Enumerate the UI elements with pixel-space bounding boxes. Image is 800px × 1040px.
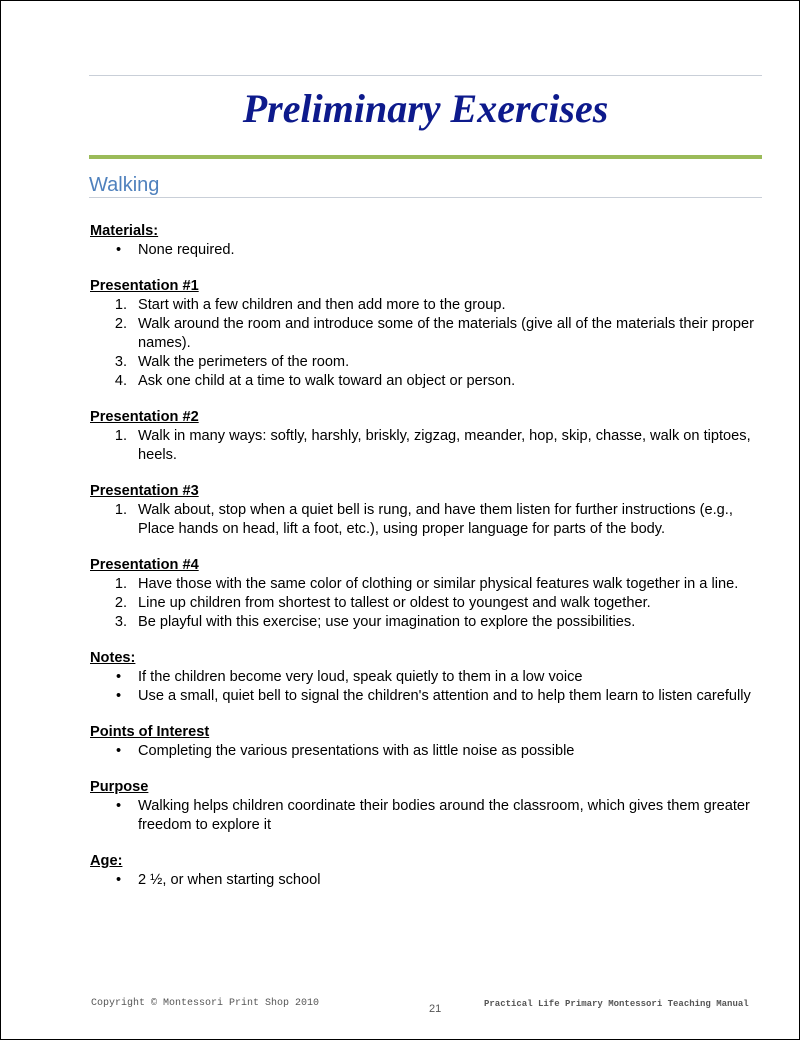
list-item: 1. Walk in many ways: softly, harshly, briskly, zigzag, meander, hop, skip, chasse, walk on tiptoes, heels. [90,427,755,465]
age-list [90,871,755,890]
number-marker: 1. [114,297,127,313]
number-marker: 3. [114,354,127,370]
number-marker: 4. [114,373,127,389]
document-body [90,222,755,907]
presentation-1-heading: Presentation #1 [90,278,199,294]
bullet-marker: • [116,798,122,814]
presentation-4-list [90,575,755,632]
list-item: 1. Walk about, stop when a quiet bell is rung, and have them listen for further instructions (e.g., Place hands on head, lift a foot, etc.), using proper language for parts of the body. [90,501,755,539]
footer-manual-title: Practical Life Primary Montessori Teaching Manual [484,999,749,1009]
section-title: Walking [89,174,160,196]
list-item: 4. Ask one child at a time to walk toward an object or person. [90,372,755,391]
points-of-interest-section [90,723,755,761]
notes-list [90,668,755,706]
presentation-1-section [90,277,755,391]
bullet-marker: • [116,669,122,685]
title-underline [89,155,762,159]
list-item: • Walking helps children coordinate their bodies around the classroom, which gives them greater freedom to explore it [116,798,750,833]
presentation-4-heading: Presentation #4 [90,557,199,573]
number-marker: 1. [114,502,127,518]
bullet-marker: • [116,872,122,888]
number-marker: 1. [114,428,127,444]
list-item: 3. Walk the perimeters of the room. [90,353,755,372]
number-marker: 2. [114,316,127,332]
presentation-1-list [90,296,755,391]
list-item: 2. Walk around the room and introduce some of the materials (give all of the materials their proper names). [90,315,755,353]
list-item: • 2 ½, or when starting school [116,872,321,888]
bullet-marker: • [116,242,122,258]
presentation-2-list [90,427,755,465]
notes-section [90,649,755,706]
list-item: • Completing the various presentations with as little noise as possible [116,743,575,759]
footer-page-number: 21 [429,1003,442,1015]
page-title: Preliminary Exercises [242,86,609,131]
purpose-section [90,778,755,835]
age-heading: Age: [90,853,123,869]
footer-copyright: Copyright © Montessori Print Shop 2010 [91,998,320,1009]
header-rule [89,75,762,76]
points-of-interest-heading: Points of Interest [90,724,210,740]
purpose-list [90,797,755,835]
purpose-heading: Purpose [90,779,149,795]
list-item: 2. Line up children from shortest to tallest or oldest to youngest and walk together. [90,594,755,613]
age-section [90,852,755,890]
list-item: • None required. [116,242,235,258]
list-item: 1. Start with a few children and then add more to the group. [90,296,755,315]
number-marker: 1. [114,576,127,592]
number-marker: 2. [114,595,127,611]
materials-section [90,222,755,260]
materials-list [90,241,755,260]
notes-heading: Notes: [90,650,136,666]
points-of-interest-list [90,742,755,761]
presentation-2-heading: Presentation #2 [90,409,199,425]
list-item: • Use a small, quiet bell to signal the children's attention and to help them learn to listen carefully [116,688,751,704]
list-item: • If the children become very loud, speak quietly to them in a low voice [116,669,583,685]
bullet-marker: • [116,688,122,704]
presentation-3-section [90,482,755,539]
number-marker: 3. [114,614,127,630]
section-title-rule [89,197,762,198]
presentation-3-list [90,501,755,539]
presentation-2-section [90,408,755,465]
bullet-marker: • [116,743,122,759]
list-item: 3. Be playful with this exercise; use your imagination to explore the possibilities. [90,613,755,632]
presentation-4-section [90,556,755,632]
materials-heading: Materials: [90,223,159,239]
list-item: 1. Have those with the same color of clothing or similar physical features walk together in a line. [90,575,755,594]
presentation-3-heading: Presentation #3 [90,483,199,499]
